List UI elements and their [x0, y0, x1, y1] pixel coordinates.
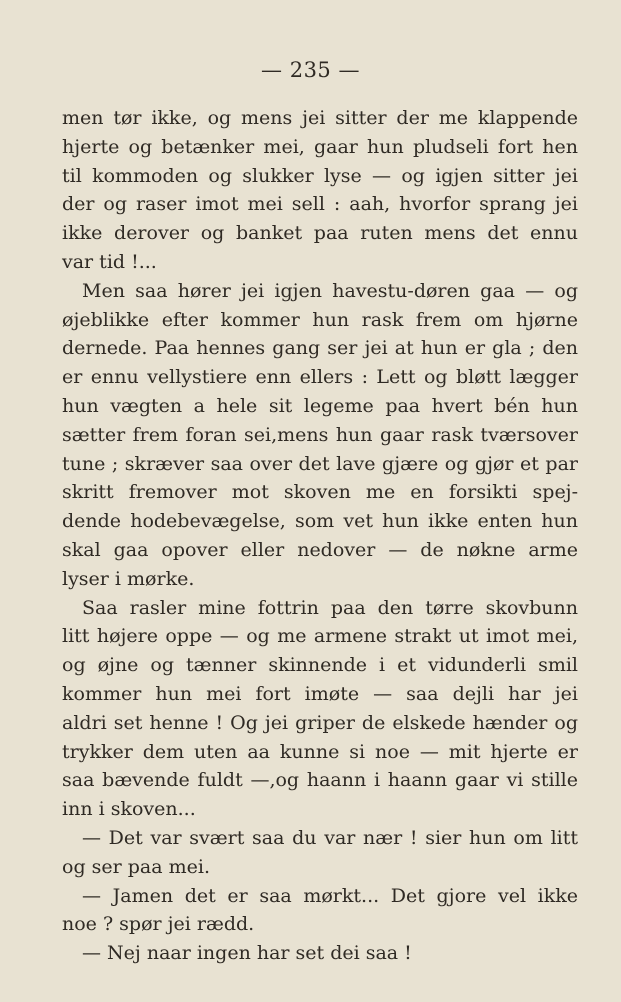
text-line: — Nej naar ingen har set dei saa !	[82, 942, 412, 965]
text-line: der og raser imot mei sell : aah, hvorfor sprang jei	[62, 193, 578, 216]
text-line: er ennu vellystiere enn ellers : Lett og bløtt lægger	[62, 366, 578, 389]
text-line: dende hodebevægelse, som vet hun ikke enten hun	[62, 510, 578, 533]
text-line: ikke derover og banket paa ruten mens det ennu	[62, 222, 578, 245]
text-line: — Det var svært saa du var nær ! sier hun om litt	[82, 826, 578, 849]
page-number: — 235 —	[261, 58, 360, 82]
body-text	[62, 104, 578, 968]
text-line: inn i skoven...	[62, 798, 196, 821]
text-line: trykker dem uten aa kunne si noe — mit hjerte er	[62, 740, 578, 763]
text-line: kommer hun mei fort imøte — saa dejli har jei	[62, 682, 578, 705]
text-line: noe ? spør jei rædd.	[62, 913, 255, 936]
text-line: og ser paa mei.	[62, 855, 210, 878]
text-line: skritt fremover mot skoven me en forsikti spej-	[62, 481, 578, 504]
text-line: saa bævende fuldt —,og haann i haann gaar vi stille	[62, 769, 578, 792]
text-line: tune ; skræver saa over det lave gjære og gjør et par	[62, 452, 578, 475]
text-line: lyser i mørke.	[62, 567, 195, 590]
text-line: til kommoden og slukker lyse — og igjen sitter jei	[62, 164, 578, 187]
text-line: og øjne og tænner skinnende i et vidunderli smil	[62, 654, 578, 677]
text-line: sætter frem foran sei,mens hun gaar rask tværsover	[62, 423, 578, 446]
text-line: — Jamen det er saa mørkt... Det gjore vel ikke	[82, 884, 578, 907]
text-line: øjeblikke efter kommer hun rask frem om hjørne	[62, 308, 578, 331]
text-line: hun vægten a hele sit legeme paa hvert bén hun	[62, 394, 578, 417]
text-line: aldri set henne ! Og jei griper de elskede hænder og	[62, 711, 578, 734]
text-line: hjerte og betænker mei, gaar hun pludseli fort hen	[62, 135, 578, 158]
text-line: Saa rasler mine fottrin paa den tørre skovbunn	[82, 596, 578, 619]
text-line: skal gaa opover eller nedover — de nøkne arme	[62, 538, 578, 561]
text-line: var tid !...	[62, 250, 157, 273]
text-line: litt højere oppe — og me armene strakt ut imot mei,	[62, 625, 578, 648]
text-line: Men saa hører jei igjen havestu-døren gaa — og	[82, 279, 578, 302]
text-line: dernede. Paa hennes gang ser jei at hun er gla ; den	[62, 337, 578, 360]
text-line: men tør ikke, og mens jei sitter der me klappende	[62, 107, 578, 129]
